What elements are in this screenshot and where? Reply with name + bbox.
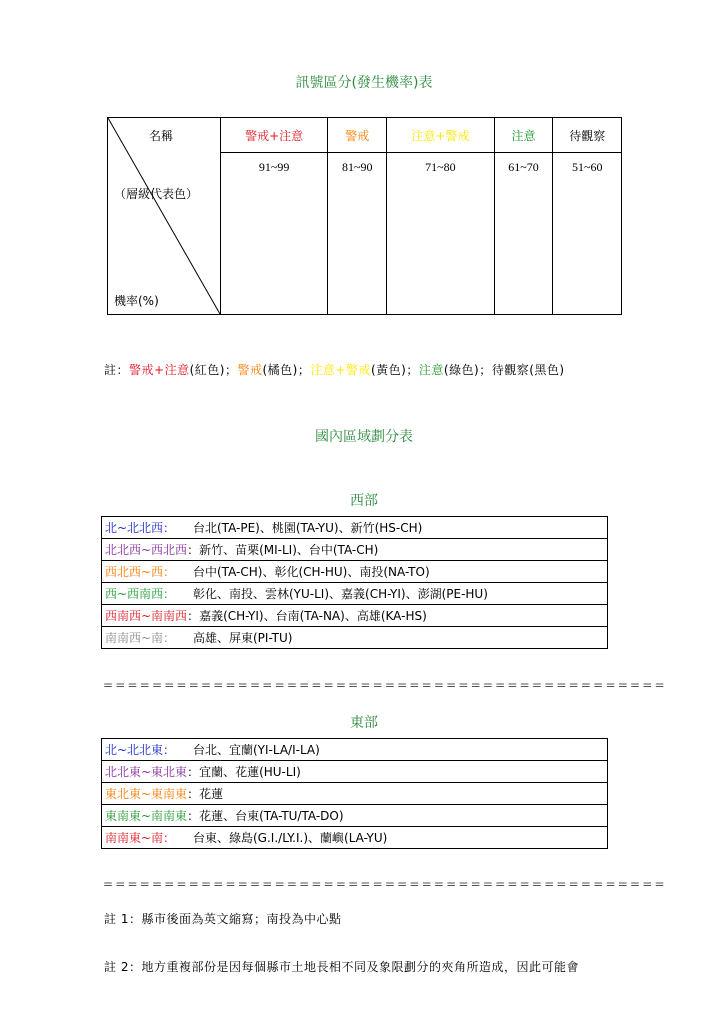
note-item-name: 警戒+注意: [129, 363, 190, 377]
corner-prob: 機率(%): [114, 294, 159, 308]
table-row: [102, 605, 608, 627]
diagonal-line: [108, 118, 220, 314]
footnote-2: 註 2：地方重複部份是因每個縣市土地長相不同及象限劃分的夾角所造成，因此可能會: [104, 960, 579, 974]
value-cell: 91~99: [221, 153, 328, 315]
region-cell: [102, 827, 608, 849]
note-item-name: 注意+警戒: [310, 363, 371, 377]
region-label: 北~北北西：: [105, 521, 176, 535]
value-cell: 61~70: [494, 153, 553, 315]
note-item-color: (橘色): [262, 363, 298, 377]
note-item-color: (黃色): [370, 363, 407, 377]
region-label: 南南西~南：: [105, 631, 176, 645]
region-label: 西北西~西：: [105, 565, 176, 579]
region-label: 東北東~東南東: [105, 787, 188, 801]
region-text: ：宜蘭、花蓮(HU-LI): [187, 765, 301, 779]
table-row: [102, 805, 608, 827]
corner-level: （層級代表色）: [114, 187, 199, 201]
note-item-color: (黑色): [529, 363, 565, 377]
value-cell: 71~80: [387, 153, 494, 315]
domestic-title: 國內區域劃分表: [315, 429, 413, 445]
footnote-1: 註 1：縣市後面為英文縮寫；南投為中心點: [104, 912, 342, 926]
region-cell: [102, 761, 608, 783]
region-label: 南南東~南：: [105, 831, 176, 845]
west-heading: 西部: [350, 493, 378, 509]
header-notice: 注意: [494, 118, 553, 153]
region-cell: [102, 739, 608, 761]
region-text: ：新竹、苗栗(MI-LI)、台中(TA-CH): [187, 543, 379, 557]
probability-table: [107, 117, 622, 315]
note-item-name: 注意: [418, 363, 444, 377]
region-cell: [102, 605, 608, 627]
east-heading: 東部: [350, 715, 378, 731]
value-cell: 81~90: [328, 153, 387, 315]
region-cell: [102, 805, 608, 827]
color-legend-note: 註：警戒+注意(紅色)；警戒(橘色)；注意+警戒(黃色)；注意(綠色)；待觀察(黑色): [104, 363, 565, 377]
table-row: [102, 539, 608, 561]
table-row: [102, 517, 608, 539]
note-item-name: 待觀察: [491, 363, 530, 377]
region-label: 東南東~南南東: [105, 809, 188, 823]
region-label: 北北西~西北西: [105, 543, 188, 557]
header-warning: 警戒: [328, 118, 387, 153]
region-cell: [102, 783, 608, 805]
note-item-color: (綠色): [443, 363, 480, 377]
table-row: [102, 739, 608, 761]
region-label: 西南西~南南西: [105, 609, 188, 623]
table-row: [102, 627, 608, 649]
value-cell: 51~60: [553, 153, 622, 315]
region-label: 北~北北東：: [105, 743, 176, 757]
header-notice-plus-warning: 注意+警戒: [387, 118, 494, 153]
note-prefix: 註：: [104, 363, 130, 377]
region-cell: [102, 517, 608, 539]
note-item-name: 警戒: [237, 363, 263, 377]
region-text: ：花蓮: [187, 787, 224, 801]
region-text: 台中(TA-CH)、彰化(CH-HU)、南投(NA-TO): [193, 565, 430, 579]
header-observe: 待觀察: [553, 118, 622, 153]
region-text: ：花蓮、台東(TA-TU/TA-DO): [187, 809, 344, 823]
separator-line: ==============================================: [103, 678, 667, 692]
table-row: [102, 583, 608, 605]
region-text: 彰化、南投、雲林(YU-LI)、嘉義(CH-YI)、澎湖(PE-HU): [193, 587, 488, 601]
west-table: [101, 516, 608, 649]
region-text: 高雄、屏東(PI-TU): [193, 631, 293, 645]
region-cell: [102, 561, 608, 583]
region-cell: [102, 539, 608, 561]
page-title: 訊號區分(發生機率)表: [295, 75, 433, 91]
region-cell: [102, 627, 608, 649]
region-label: 西~西南西：: [105, 587, 176, 601]
region-text: 台北(TA-PE)、桃園(TA-YU)、新竹(HS-CH): [193, 521, 423, 535]
east-table: [101, 738, 608, 849]
separator-line-2: ==============================================: [103, 877, 667, 891]
region-text: 台東、綠島(G.I./LY.I.)、蘭嶼(LA-YU): [193, 831, 388, 845]
corner-cell: [108, 118, 221, 315]
region-cell: [102, 583, 608, 605]
region-text: ：嘉義(CH-YI)、台南(TA-NA)、高雄(KA-HS): [187, 609, 427, 623]
table-row: [102, 783, 608, 805]
note-item-color: (紅色): [189, 363, 225, 377]
table-row: [102, 761, 608, 783]
region-label: 北北東~東北東: [105, 765, 188, 779]
table-row: [102, 827, 608, 849]
header-warning-plus-notice: 警戒+注意: [221, 118, 328, 153]
corner-name: 名稱: [149, 129, 174, 143]
table-row: [102, 561, 608, 583]
region-text: 台北、宜蘭(YI-LA/I-LA): [193, 743, 320, 757]
